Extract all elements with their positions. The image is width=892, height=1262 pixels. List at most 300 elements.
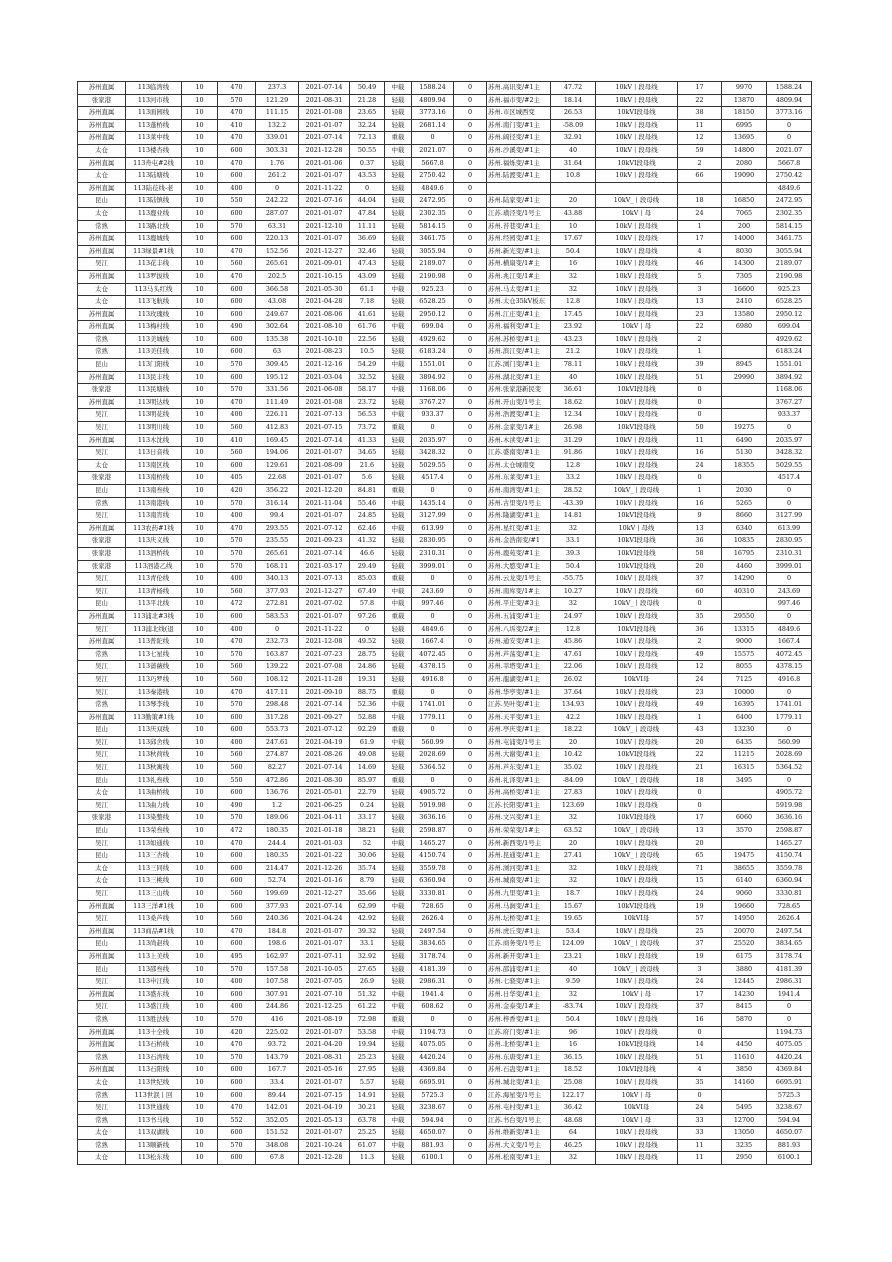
cell-line-name: 113染整线 (126, 812, 182, 825)
cell-customer-count: 36 (678, 623, 722, 636)
cell-customer-count: 22 (678, 749, 722, 762)
table-row (78, 762, 812, 775)
cell-peak-current: 1.76 (256, 157, 299, 170)
cell-reserved: 0 (454, 485, 487, 498)
cell-installed-capacity: 19275 (722, 422, 767, 435)
cell-peak-current: 180.35 (256, 850, 299, 863)
table-row (78, 535, 812, 548)
cell-substation: 苏州.石蛊变/#1主 (487, 1064, 551, 1077)
cell-district: 昆山 (78, 724, 126, 737)
cell-available-capacity: 6695.91 (412, 1076, 454, 1089)
cell-open-capacity: 3055.94 (767, 245, 812, 258)
cell-transformer-margin: 23.92 (551, 321, 596, 334)
cell-customer-count: 60 (678, 585, 722, 598)
cell-reserved: 0 (454, 396, 487, 409)
cell-peak-current: 199.69 (256, 888, 299, 901)
cell-customer-count: 46 (678, 258, 722, 271)
cell-installed-capacity: 29550 (722, 610, 767, 623)
cell-installed-capacity: 19475 (722, 850, 767, 863)
cell-installed-capacity (722, 396, 767, 409)
cell-line-name: 113南港线 (126, 497, 182, 510)
cell-district: 常熟 (78, 1013, 126, 1026)
cell-load-level: 重载 (385, 132, 412, 145)
cell-voltage: 10 (182, 422, 218, 435)
cell-load-level: 中载 (385, 1026, 412, 1039)
cell-voltage: 10 (182, 510, 218, 523)
cell-reserved: 0 (454, 711, 487, 724)
cell-rated-current: 570 (218, 220, 256, 233)
cell-load-rate: 52.88 (350, 711, 385, 724)
cell-substation: 江苏.盛南变/#1主 (487, 447, 551, 460)
cell-customer-count: 0 (678, 799, 722, 812)
cell-open-capacity: 1941.4 (767, 988, 812, 1001)
cell-bus-section: 10kVI段母线 (596, 384, 678, 397)
cell-voltage: 10 (182, 270, 218, 283)
cell-line-name: 113石湾线 (126, 1051, 182, 1064)
cell-substation: 苏州.松南变/#1主 (487, 1152, 551, 1165)
cell-substation: 苏州.九里变/#1主 (487, 888, 551, 901)
table-row (78, 220, 812, 233)
table-row (78, 699, 812, 712)
cell-peak-date: 2021-01-07 (299, 472, 350, 485)
cell-installed-capacity: 25520 (722, 938, 767, 951)
cell-substation: 苏州.云龙变/1号主 (487, 573, 551, 586)
cell-load-rate: 85.97 (350, 774, 385, 787)
cell-rated-current: 400 (218, 736, 256, 749)
cell-district: 常熟 (78, 346, 126, 359)
cell-rated-current: 560 (218, 749, 256, 762)
cell-voltage: 10 (182, 459, 218, 472)
cell-installed-capacity (722, 346, 767, 359)
cell-peak-date: 2021-10-10 (299, 333, 350, 346)
cell-load-level: 轻载 (385, 799, 412, 812)
cell-transformer-margin: 53.4 (551, 925, 596, 938)
cell-open-capacity: 925.23 (767, 283, 812, 296)
cell-substation: 苏州.金浩南变/#1 (487, 535, 551, 548)
cell-transformer-margin: 78.11 (551, 359, 596, 372)
cell-peak-date: 2021-01-07 (299, 447, 350, 460)
cell-installed-capacity: 5870 (722, 1013, 767, 1026)
cell-substation: 苏州.屯浦变/1号主 (487, 736, 551, 749)
cell-peak-current: 63.31 (256, 220, 299, 233)
cell-open-capacity: 2035.97 (767, 434, 812, 447)
table-row (78, 170, 812, 183)
cell-voltage: 10 (182, 245, 218, 258)
cell-installed-capacity: 3235 (722, 1139, 767, 1152)
cell-customer-count: 24 (678, 459, 722, 472)
cell-substation: 江苏.商务变/1号主 (487, 938, 551, 951)
cell-transformer-margin: 64 (551, 1127, 596, 1140)
cell-transformer-margin: 12.34 (551, 409, 596, 422)
cell-district: 苏州直属 (78, 321, 126, 334)
cell-installed-capacity: 18150 (722, 107, 767, 120)
cell-substation: 苏州.大愍变/#1主 (487, 560, 551, 573)
table-row (78, 976, 812, 989)
cell-voltage: 10 (182, 195, 218, 208)
cell-load-rate: 28.75 (350, 648, 385, 661)
cell-load-rate: 27.65 (350, 963, 385, 976)
cell-substation: 苏州.陆渡变/#1主 (487, 170, 551, 183)
cell-load-rate: 30.06 (350, 850, 385, 863)
cell-load-rate: 29.49 (350, 560, 385, 573)
cell-load-rate: 25.25 (350, 1127, 385, 1140)
cell-open-capacity: 1194.73 (767, 1026, 812, 1039)
cell-district: 苏州直属 (78, 270, 126, 283)
cell-bus-section: 10kV_丨段母线 (596, 485, 678, 498)
cell-open-capacity: 0 (767, 774, 812, 787)
cell-rated-current: 400 (218, 409, 256, 422)
cell-district: 吴江 (78, 762, 126, 775)
cell-bus-section: 10kV_丨段母线 (596, 774, 678, 787)
cell-voltage: 10 (182, 850, 218, 863)
cell-available-capacity: 3894.92 (412, 371, 454, 384)
cell-available-capacity: 2598.87 (412, 825, 454, 838)
cell-peak-current: 417.11 (256, 686, 299, 699)
cell-transformer-margin: 47.72 (551, 82, 596, 95)
cell-transformer-margin: -55.75 (551, 573, 596, 586)
cell-peak-current: 553.73 (256, 724, 299, 737)
cell-transformer-margin: 91.86 (551, 447, 596, 460)
cell-installed-capacity: 3850 (722, 1064, 767, 1077)
cell-load-rate: 50.55 (350, 144, 385, 157)
cell-installed-capacity: 20070 (722, 925, 767, 938)
cell-open-capacity: 3461.75 (767, 233, 812, 246)
cell-voltage: 10 (182, 1039, 218, 1052)
cell-line-name: 113莱中线 (126, 132, 182, 145)
cell-load-level: 重载 (385, 610, 412, 623)
cell-load-rate: 0 (350, 182, 385, 195)
cell-substation: 江苏.璜泾变/1号主 (487, 207, 551, 220)
cell-reserved: 0 (454, 976, 487, 989)
cell-load-level: 轻载 (385, 459, 412, 472)
cell-substation: 苏州.天平变/#1主 (487, 711, 551, 724)
cell-load-rate: 33.1 (350, 938, 385, 951)
cell-load-rate: 49.52 (350, 636, 385, 649)
cell-installed-capacity (722, 384, 767, 397)
cell-peak-date: 2021-07-14 (299, 699, 350, 712)
table-row (78, 1089, 812, 1102)
cell-open-capacity: 3767.27 (767, 396, 812, 409)
cell-load-level: 轻载 (385, 1102, 412, 1115)
cell-open-capacity: 5725.3 (767, 1089, 812, 1102)
cell-available-capacity: 3178.74 (412, 950, 454, 963)
cell-installed-capacity: 16395 (722, 699, 767, 712)
cell-peak-current: 331.56 (256, 384, 299, 397)
cell-transformer-margin: 122.17 (551, 1089, 596, 1102)
cell-peak-date: 2021-07-14 (299, 900, 350, 913)
cell-load-level: 轻载 (385, 825, 412, 838)
cell-line-name: 113三同线 (126, 862, 182, 875)
cell-line-name: 113普陀线 (126, 636, 182, 649)
cell-substation: 苏州.阔径变/#1主 (487, 132, 551, 145)
cell-reserved: 0 (454, 837, 487, 850)
cell-transformer-margin: 31.29 (551, 434, 596, 447)
cell-bus-section: 10kVI段母线 (596, 535, 678, 548)
cell-rated-current: 470 (218, 245, 256, 258)
cell-customer-count: 1 (678, 220, 722, 233)
cell-voltage: 10 (182, 837, 218, 850)
cell-load-level: 重载 (385, 422, 412, 435)
cell-peak-current: 111.15 (256, 107, 299, 120)
cell-customer-count: 0 (678, 409, 722, 422)
cell-available-capacity: 4905.72 (412, 787, 454, 800)
cell-peak-date: 2021-07-12 (299, 724, 350, 737)
cell-line-name: 113明川线 (126, 422, 182, 435)
cell-district: 昆山 (78, 774, 126, 787)
cell-open-capacity: 1667.4 (767, 636, 812, 649)
cell-line-name: 113世纪线 (126, 1076, 182, 1089)
cell-load-rate: 0 (350, 623, 385, 636)
cell-available-capacity: 2681.14 (412, 119, 454, 132)
cell-available-capacity: 6100.1 (412, 1152, 454, 1165)
cell-peak-date: 2021-07-08 (299, 661, 350, 674)
cell-district: 苏州直属 (78, 636, 126, 649)
table-row (78, 900, 812, 913)
cell-voltage: 10 (182, 976, 218, 989)
cell-installed-capacity: 3570 (722, 825, 767, 838)
cell-rated-current: 600 (218, 1127, 256, 1140)
cell-load-level: 轻载 (385, 950, 412, 963)
cell-load-level: 中载 (385, 598, 412, 611)
table-row (78, 245, 812, 258)
cell-load-level: 轻载 (385, 661, 412, 674)
cell-load-level: 轻载 (385, 1064, 412, 1077)
cell-available-capacity: 3461.75 (412, 233, 454, 246)
cell-line-name: 113南区线 (126, 459, 182, 472)
cell-rated-current: 470 (218, 1039, 256, 1052)
cell-reserved: 0 (454, 812, 487, 825)
table-row (78, 94, 812, 107)
cell-installed-capacity: 6140 (722, 875, 767, 888)
cell-transformer-margin: 32.91 (551, 132, 596, 145)
cell-district: 苏州直属 (78, 522, 126, 535)
cell-load-rate: 63.78 (350, 1114, 385, 1127)
cell-available-capacity: 3773.16 (412, 107, 454, 120)
cell-customer-count: 9 (678, 510, 722, 523)
cell-bus-section: 10kV丨段母线 (596, 762, 678, 775)
cell-customer-count: 14 (678, 1039, 722, 1052)
cell-load-rate: 0.37 (350, 157, 385, 170)
cell-voltage: 10 (182, 598, 218, 611)
cell-reserved: 0 (454, 636, 487, 649)
cell-peak-current: 152.56 (256, 245, 299, 258)
cell-available-capacity: 2035.97 (412, 434, 454, 447)
cell-available-capacity: 2830.95 (412, 535, 454, 548)
cell-open-capacity: 0 (767, 1001, 812, 1014)
cell-installed-capacity (722, 787, 767, 800)
cell-load-rate: 53.58 (350, 1026, 385, 1039)
cell-customer-count: 0 (678, 1089, 722, 1102)
cell-open-capacity: 2302.35 (767, 207, 812, 220)
cell-installed-capacity (722, 182, 767, 195)
cell-substation: 苏州.江庄变/#1主 (487, 308, 551, 321)
cell-transformer-margin: 22.06 (551, 661, 596, 674)
cell-line-name: 113明花线 (126, 409, 182, 422)
cell-rated-current: 570 (218, 963, 256, 976)
cell-line-name: 113申江线 (126, 976, 182, 989)
cell-customer-count: 4 (678, 245, 722, 258)
cell-peak-date: 2021-01-03 (299, 837, 350, 850)
cell-voltage: 10 (182, 686, 218, 699)
table-row (78, 736, 812, 749)
cell-rated-current: 550 (218, 774, 256, 787)
cell-load-level: 轻载 (385, 157, 412, 170)
cell-available-capacity: 5364.52 (412, 762, 454, 775)
data-sheet (77, 81, 811, 1165)
cell-load-rate: 8.79 (350, 875, 385, 888)
cell-transformer-margin: 50.4 (551, 1013, 596, 1026)
cell-peak-date: 2021-01-07 (299, 1026, 350, 1039)
cell-load-rate: 14.69 (350, 762, 385, 775)
cell-line-name: 113邱舍线 (126, 736, 182, 749)
cell-rated-current: 470 (218, 837, 256, 850)
cell-line-name: 113书马线 (126, 1114, 182, 1127)
cell-load-level: 中载 (385, 497, 412, 510)
cell-open-capacity: 0 (767, 422, 812, 435)
cell-line-name: 113松东线 (126, 1152, 182, 1165)
cell-available-capacity: 2189.07 (412, 258, 454, 271)
cell-open-capacity: 2028.69 (767, 749, 812, 762)
cell-line-name: 113盛江线 (126, 1001, 182, 1014)
cell-load-level: 中载 (385, 585, 412, 598)
cell-district: 常熟 (78, 1089, 126, 1102)
cell-bus-section: 10kV丨段母线 (596, 396, 678, 409)
cell-reserved: 0 (454, 94, 487, 107)
cell-open-capacity: 4916.8 (767, 673, 812, 686)
cell-available-capacity: 3238.67 (412, 1102, 454, 1115)
cell-line-name: 113楼杏线 (126, 144, 182, 157)
cell-installed-capacity: 38655 (722, 862, 767, 875)
cell-customer-count: 17 (678, 988, 722, 1001)
cell-reserved: 0 (454, 699, 487, 712)
cell-transformer-margin: 27.83 (551, 787, 596, 800)
table-row (78, 485, 812, 498)
cell-customer-count: 50 (678, 422, 722, 435)
cell-reserved: 0 (454, 245, 487, 258)
cell-line-name: 113商品#1线 (126, 925, 182, 938)
cell-voltage: 10 (182, 560, 218, 573)
cell-transformer-margin: 9.59 (551, 976, 596, 989)
cell-district: 苏州直属 (78, 711, 126, 724)
cell-transformer-margin: 14.81 (551, 510, 596, 523)
table-row (78, 636, 812, 649)
cell-rated-current: 600 (218, 333, 256, 346)
cell-available-capacity: 2302.35 (412, 207, 454, 220)
cell-voltage: 10 (182, 950, 218, 963)
cell-load-rate: 7.18 (350, 296, 385, 309)
cell-customer-count: 39 (678, 359, 722, 372)
cell-reserved: 0 (454, 862, 487, 875)
cell-open-capacity: 1779.11 (767, 711, 812, 724)
cell-rated-current: 420 (218, 485, 256, 498)
cell-customer-count: 24 (678, 888, 722, 901)
cell-peak-current: 249.67 (256, 308, 299, 321)
cell-load-rate: 62.99 (350, 900, 385, 913)
cell-reserved: 0 (454, 913, 487, 926)
cell-customer-count: 37 (678, 573, 722, 586)
cell-reserved: 0 (454, 270, 487, 283)
cell-reserved: 0 (454, 673, 487, 686)
cell-reserved: 0 (454, 447, 487, 460)
cell-line-name: 113荣叁线 (126, 825, 182, 838)
cell-peak-date: 2021-07-15 (299, 1089, 350, 1102)
table-row (78, 195, 812, 208)
cell-bus-section: 10kV丨母 (596, 321, 678, 334)
cell-substation: 江苏.海星变/1号主 (487, 1089, 551, 1102)
cell-open-capacity: 5667.8 (767, 157, 812, 170)
cell-substation: 苏州.隆湖变/#1主 (487, 510, 551, 523)
cell-voltage: 10 (182, 485, 218, 498)
cell-open-capacity: 0 (767, 485, 812, 498)
cell-reserved: 0 (454, 132, 487, 145)
cell-installed-capacity: 3495 (722, 774, 767, 787)
cell-peak-current: 143.79 (256, 1051, 299, 1064)
cell-rated-current: 490 (218, 321, 256, 334)
cell-load-rate: 72.13 (350, 132, 385, 145)
cell-installed-capacity: 11215 (722, 749, 767, 762)
cell-load-level: 重载 (385, 686, 412, 699)
cell-peak-date: 2021-07-23 (299, 648, 350, 661)
cell-line-name: 113南桥线 (126, 472, 182, 485)
cell-customer-count: 22 (678, 94, 722, 107)
cell-open-capacity: 2021.07 (767, 144, 812, 157)
cell-rated-current: 570 (218, 535, 256, 548)
cell-transformer-margin: 31.64 (551, 157, 596, 170)
table-row (78, 812, 812, 825)
cell-district: 昆山 (78, 938, 126, 951)
cell-peak-date: 2021-08-19 (299, 1013, 350, 1026)
cell-peak-current: 237.3 (256, 82, 299, 95)
cell-customer-count: 18 (678, 774, 722, 787)
cell-substation: 苏州.屯村变/#1主 (487, 1102, 551, 1115)
cell-line-name: 113盛东线 (126, 988, 182, 1001)
cell-open-capacity: 4181.39 (767, 963, 812, 976)
cell-bus-section: 10kV丨段母线 (596, 1001, 678, 1014)
cell-substation: 苏州.鹿苑变/#1主 (487, 547, 551, 560)
table-row (78, 447, 812, 460)
cell-peak-date: 2021-04-19 (299, 736, 350, 749)
cell-transformer-margin: 18.52 (551, 1064, 596, 1077)
cell-district: 张家港 (78, 547, 126, 560)
cell-reserved: 0 (454, 233, 487, 246)
cell-available-capacity: 0 (412, 573, 454, 586)
cell-load-level: 中载 (385, 321, 412, 334)
cell-rated-current: 600 (218, 988, 256, 1001)
cell-peak-current: 22.68 (256, 472, 299, 485)
cell-peak-current: 43.08 (256, 296, 299, 309)
cell-voltage: 10 (182, 447, 218, 460)
table-row (78, 850, 812, 863)
cell-installed-capacity: 6980 (722, 321, 767, 334)
cell-peak-date: 2021-06-08 (299, 384, 350, 397)
cell-peak-current: 247.61 (256, 736, 299, 749)
table-row (78, 648, 812, 661)
cell-customer-count: 51 (678, 371, 722, 384)
cell-rated-current: 570 (218, 359, 256, 372)
cell-customer-count: 71 (678, 862, 722, 875)
cell-load-rate: 43.09 (350, 270, 385, 283)
cell-peak-date: 2021-01-07 (299, 938, 350, 951)
cell-customer-count: 0 (678, 472, 722, 485)
cell-load-level: 中载 (385, 144, 412, 157)
cell-installed-capacity: 14230 (722, 988, 767, 1001)
cell-reserved: 0 (454, 610, 487, 623)
cell-voltage: 10 (182, 1139, 218, 1152)
cell-transformer-margin: 18.14 (551, 94, 596, 107)
cell-peak-current: 195.12 (256, 371, 299, 384)
cell-peak-date: 2021-12-08 (299, 636, 350, 649)
cell-load-level: 轻载 (385, 938, 412, 951)
